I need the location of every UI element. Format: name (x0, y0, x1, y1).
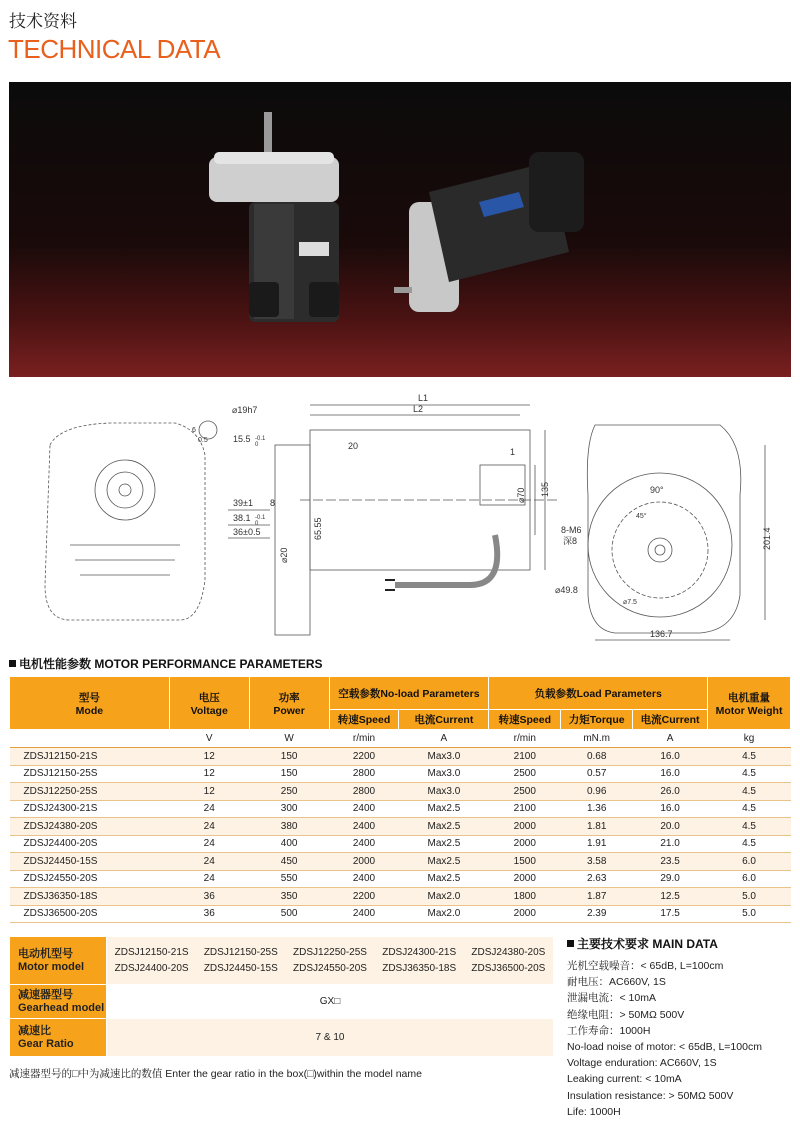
table-row (10, 870, 791, 888)
value-cell: 2.63 (561, 870, 633, 888)
value-cell: 16.0 (633, 748, 708, 766)
value-cell: 24 (169, 800, 249, 818)
unit-cell: r/min (329, 730, 399, 748)
value-cell: 4.5 (708, 765, 791, 783)
motor-model-item: ZDSJ24300-21S (382, 947, 457, 958)
main-data-list (567, 958, 762, 1120)
value-cell: 24 (169, 835, 249, 853)
value-cell: 1.91 (561, 835, 633, 853)
sub-head-speed-load: 转速Speed (489, 710, 561, 730)
value-cell: 450 (249, 853, 329, 871)
model-cell: ZDSJ24380-20S (10, 818, 170, 836)
value-cell: 2000 (329, 853, 399, 871)
table-row (10, 853, 791, 871)
col-head-power: 功率 Power (249, 677, 329, 730)
main-data-line: Voltage enduration: AC660V, 1S (567, 1057, 717, 1070)
value-cell: 1800 (489, 888, 561, 906)
svg-text:8: 8 (270, 498, 276, 508)
value-cell: 24 (169, 870, 249, 888)
value-cell: 350 (249, 888, 329, 906)
value-cell: 24 (169, 853, 249, 871)
value-cell: 21.0 (633, 835, 708, 853)
value-cell: 2500 (489, 765, 561, 783)
value-cell: 2400 (329, 905, 399, 923)
col-head-weight: 电机重量 Motor Weight (708, 677, 791, 730)
square-bullet-icon (567, 940, 574, 947)
value-cell: 1500 (489, 853, 561, 871)
motor-model-item: ZDSJ24450-15S (203, 963, 278, 974)
svg-text:65.55: 65.55 (313, 517, 323, 540)
svg-text:38.1: 38.1 (233, 513, 251, 523)
value-cell: 300 (249, 800, 329, 818)
svg-text:36±0.5: 36±0.5 (233, 527, 261, 537)
value-cell: Max2.5 (399, 835, 489, 853)
col-head-model: 型号 Mode (10, 677, 170, 730)
value-cell: 23.5 (633, 853, 708, 871)
value-cell: 2400 (329, 818, 399, 836)
svg-text:0.5: 0.5 (198, 437, 208, 444)
motor-model-item: ZDSJ36350-18S (382, 963, 457, 974)
svg-text:L1: L1 (418, 393, 429, 403)
main-data-line: 工作寿命：1000H (567, 1024, 651, 1037)
value-cell: 2800 (329, 783, 399, 801)
model-cell: ZDSJ24400-20S (10, 835, 170, 853)
main-data-line: Life: 1000H (567, 1105, 621, 1118)
value-cell: 2100 (489, 748, 561, 766)
value-cell: 2000 (489, 818, 561, 836)
motor-model-item: ZDSJ12150-21S (114, 947, 189, 958)
value-cell: 2100 (489, 800, 561, 818)
value-cell: 150 (249, 765, 329, 783)
value-cell: 4.5 (708, 818, 791, 836)
value-cell: 550 (249, 870, 329, 888)
value-cell: 4.5 (708, 835, 791, 853)
value-cell: 12 (169, 765, 249, 783)
unit-cell: A (633, 730, 708, 748)
value-cell: Max2.0 (399, 888, 489, 906)
unit-cell: mN.m (561, 730, 633, 748)
value-cell: 16.0 (633, 765, 708, 783)
svg-text:45°: 45° (636, 513, 647, 520)
col-head-load: 负载参数Load Parameters (489, 677, 708, 710)
value-cell: 2000 (489, 905, 561, 923)
value-cell: 380 (249, 818, 329, 836)
main-data-line: Leaking current: < 10mA (567, 1073, 682, 1086)
value-cell: 4.5 (708, 748, 791, 766)
product-photo (9, 82, 791, 377)
svg-text:135: 135 (540, 481, 550, 497)
perf-section-title: 电机性能参数 MOTOR PERFORMANCE PARAMETERS (9, 655, 323, 672)
value-cell: Max2.5 (399, 818, 489, 836)
motor-model-item: ZDSJ12250-25S (293, 947, 367, 958)
value-cell: 0.96 (561, 783, 633, 801)
svg-text:90°: 90° (650, 485, 664, 495)
square-bullet-icon (9, 660, 16, 667)
table-row (10, 765, 791, 783)
main-data-line: 泄漏电流：< 10mA (567, 992, 656, 1005)
value-cell: 2500 (489, 783, 561, 801)
unit-cell: V (169, 730, 249, 748)
value-cell: 5.0 (708, 888, 791, 906)
svg-text:6: 6 (192, 427, 196, 434)
value-cell: 0.57 (561, 765, 633, 783)
unit-cell: W (249, 730, 329, 748)
value-cell: 2.39 (561, 905, 633, 923)
value-cell: Max3.0 (399, 783, 489, 801)
unit-cell: r/min (489, 730, 561, 748)
model-cell: ZDSJ12150-25S (10, 765, 170, 783)
unit-cell: kg (708, 730, 791, 748)
value-cell: 2000 (489, 870, 561, 888)
value-cell: 4.5 (708, 783, 791, 801)
model-cell: ZDSJ12250-25S (10, 783, 170, 801)
table-row (10, 748, 791, 766)
technical-drawing (0, 385, 800, 647)
table-row (10, 888, 791, 906)
value-cell: 2000 (489, 835, 561, 853)
table-row (10, 835, 791, 853)
value-cell: 150 (249, 748, 329, 766)
value-cell: 1.36 (561, 800, 633, 818)
value-cell: 36 (169, 905, 249, 923)
main-data-line: 绝缘电阻：> 50MΩ 500V (567, 1008, 685, 1021)
performance-table (9, 676, 791, 923)
svg-text:136.7: 136.7 (650, 629, 673, 639)
value-cell: Max2.5 (399, 870, 489, 888)
value-cell: 3.58 (561, 853, 633, 871)
main-data-line: 耐电压：AC660V, 1S (567, 976, 666, 989)
gear-ratio-note: 减速器型号的□中为减速比的数值 Enter the gear ratio in the box(□)within the model name (9, 1068, 422, 1080)
page-title-en: TECHNICAL DATA (8, 34, 221, 64)
page-title-cn: 技术资料 (9, 12, 77, 31)
value-cell: 26.0 (633, 783, 708, 801)
value-cell: 17.5 (633, 905, 708, 923)
value-cell: 5.0 (708, 905, 791, 923)
motor-model-item: ZDSJ36500-20S (471, 963, 546, 974)
svg-text:15.5: 15.5 (233, 434, 251, 444)
svg-text:-0.1: -0.1 (255, 436, 266, 442)
motor-model-item: ZDSJ24380-20S (471, 947, 546, 958)
model-cell: ZDSJ24550-20S (10, 870, 170, 888)
sub-head-torque: 力矩Torque (561, 710, 633, 730)
svg-text:0: 0 (255, 521, 259, 527)
unit-cell: A (399, 730, 489, 748)
value-cell: 24 (169, 818, 249, 836)
svg-text:⌀49.8: ⌀49.8 (555, 585, 578, 595)
svg-text:⌀70: ⌀70 (516, 487, 526, 503)
value-cell: 6.0 (708, 870, 791, 888)
svg-text:8-M6: 8-M6 (561, 525, 582, 535)
svg-text:深8: 深8 (563, 536, 578, 546)
main-data-title: 主要技术要求 MAIN DATA (567, 935, 718, 952)
col-head-voltage: 电压 Voltage (169, 677, 249, 730)
value-cell: 12 (169, 783, 249, 801)
perf-body (10, 748, 791, 923)
main-data-line: Insulation resistance: > 50MΩ 500V (567, 1089, 734, 1102)
model-cell: ZDSJ24300-21S (10, 800, 170, 818)
value-cell: 12 (169, 748, 249, 766)
value-cell: Max3.0 (399, 748, 489, 766)
table-row (10, 783, 791, 801)
motor-model-list (107, 937, 554, 985)
value-cell: 400 (249, 835, 329, 853)
value-cell: 6.0 (708, 853, 791, 871)
svg-text:0: 0 (255, 442, 259, 448)
gear-ratio-value: 7 & 10 (107, 1019, 554, 1057)
svg-text:201.4: 201.4 (762, 527, 772, 550)
table-row (10, 800, 791, 818)
table-row (10, 818, 791, 836)
model-table (9, 936, 554, 1057)
gear-ratio-label: 减速比 Gear Ratio (10, 1019, 107, 1057)
svg-text:L2: L2 (413, 404, 424, 414)
value-cell: 2400 (329, 800, 399, 818)
model-cell: ZDSJ36350-18S (10, 888, 170, 906)
value-cell: Max2.0 (399, 905, 489, 923)
gearhead-model-value: GX□ (107, 985, 554, 1019)
value-cell: 250 (249, 783, 329, 801)
model-cell: ZDSJ36500-20S (10, 905, 170, 923)
model-cell: ZDSJ12150-21S (10, 748, 170, 766)
value-cell: 16.0 (633, 800, 708, 818)
main-data-line: 光机空载噪音：< 65dB, L=100cm (567, 960, 724, 972)
value-cell: 12.5 (633, 888, 708, 906)
table-row (10, 905, 791, 923)
dimension-drawing (0, 385, 800, 647)
value-cell: 2400 (329, 835, 399, 853)
model-cell: ZDSJ24450-15S (10, 853, 170, 871)
value-cell: 4.5 (708, 800, 791, 818)
motor-model-item: ZDSJ24400-20S (114, 963, 189, 974)
svg-text:-0.1: -0.1 (255, 515, 266, 521)
svg-text:⌀7.5: ⌀7.5 (623, 599, 637, 606)
value-cell: 36 (169, 888, 249, 906)
main-data-line: No-load noise of motor: < 65dB, L=100cm (567, 1041, 762, 1054)
value-cell: 2800 (329, 765, 399, 783)
value-cell: 29.0 (633, 870, 708, 888)
value-cell: Max2.5 (399, 800, 489, 818)
value-cell: 500 (249, 905, 329, 923)
col-head-noload: 空载参数No-load Parameters (329, 677, 489, 710)
svg-text:39±1: 39±1 (233, 498, 253, 508)
motor-model-item: ZDSJ12150-25S (203, 947, 278, 958)
value-cell: 1.81 (561, 818, 633, 836)
motor-model-label: 电动机型号 Motor model (10, 937, 107, 985)
value-cell: 0.68 (561, 748, 633, 766)
svg-text:20: 20 (348, 441, 359, 451)
value-cell: Max3.0 (399, 765, 489, 783)
svg-text:1: 1 (510, 447, 516, 457)
unit-row (10, 730, 791, 748)
value-cell: 20.0 (633, 818, 708, 836)
value-cell: 2200 (329, 748, 399, 766)
gearhead-model-label: 减速器型号 Gearhead model (10, 985, 107, 1019)
value-cell: Max2.5 (399, 853, 489, 871)
value-cell: 1.87 (561, 888, 633, 906)
sub-head-speed-noload: 转速Speed (329, 710, 399, 730)
sub-head-current-noload: 电流Current (399, 710, 489, 730)
sub-head-current-load: 电流Current (633, 710, 708, 730)
value-cell: 2200 (329, 888, 399, 906)
motor-model-item: ZDSJ24550-20S (293, 963, 367, 974)
svg-text:⌀20: ⌀20 (279, 547, 289, 563)
value-cell: 2400 (329, 870, 399, 888)
motor-photo-illustration (9, 82, 791, 377)
svg-text:⌀19h7: ⌀19h7 (232, 405, 258, 415)
